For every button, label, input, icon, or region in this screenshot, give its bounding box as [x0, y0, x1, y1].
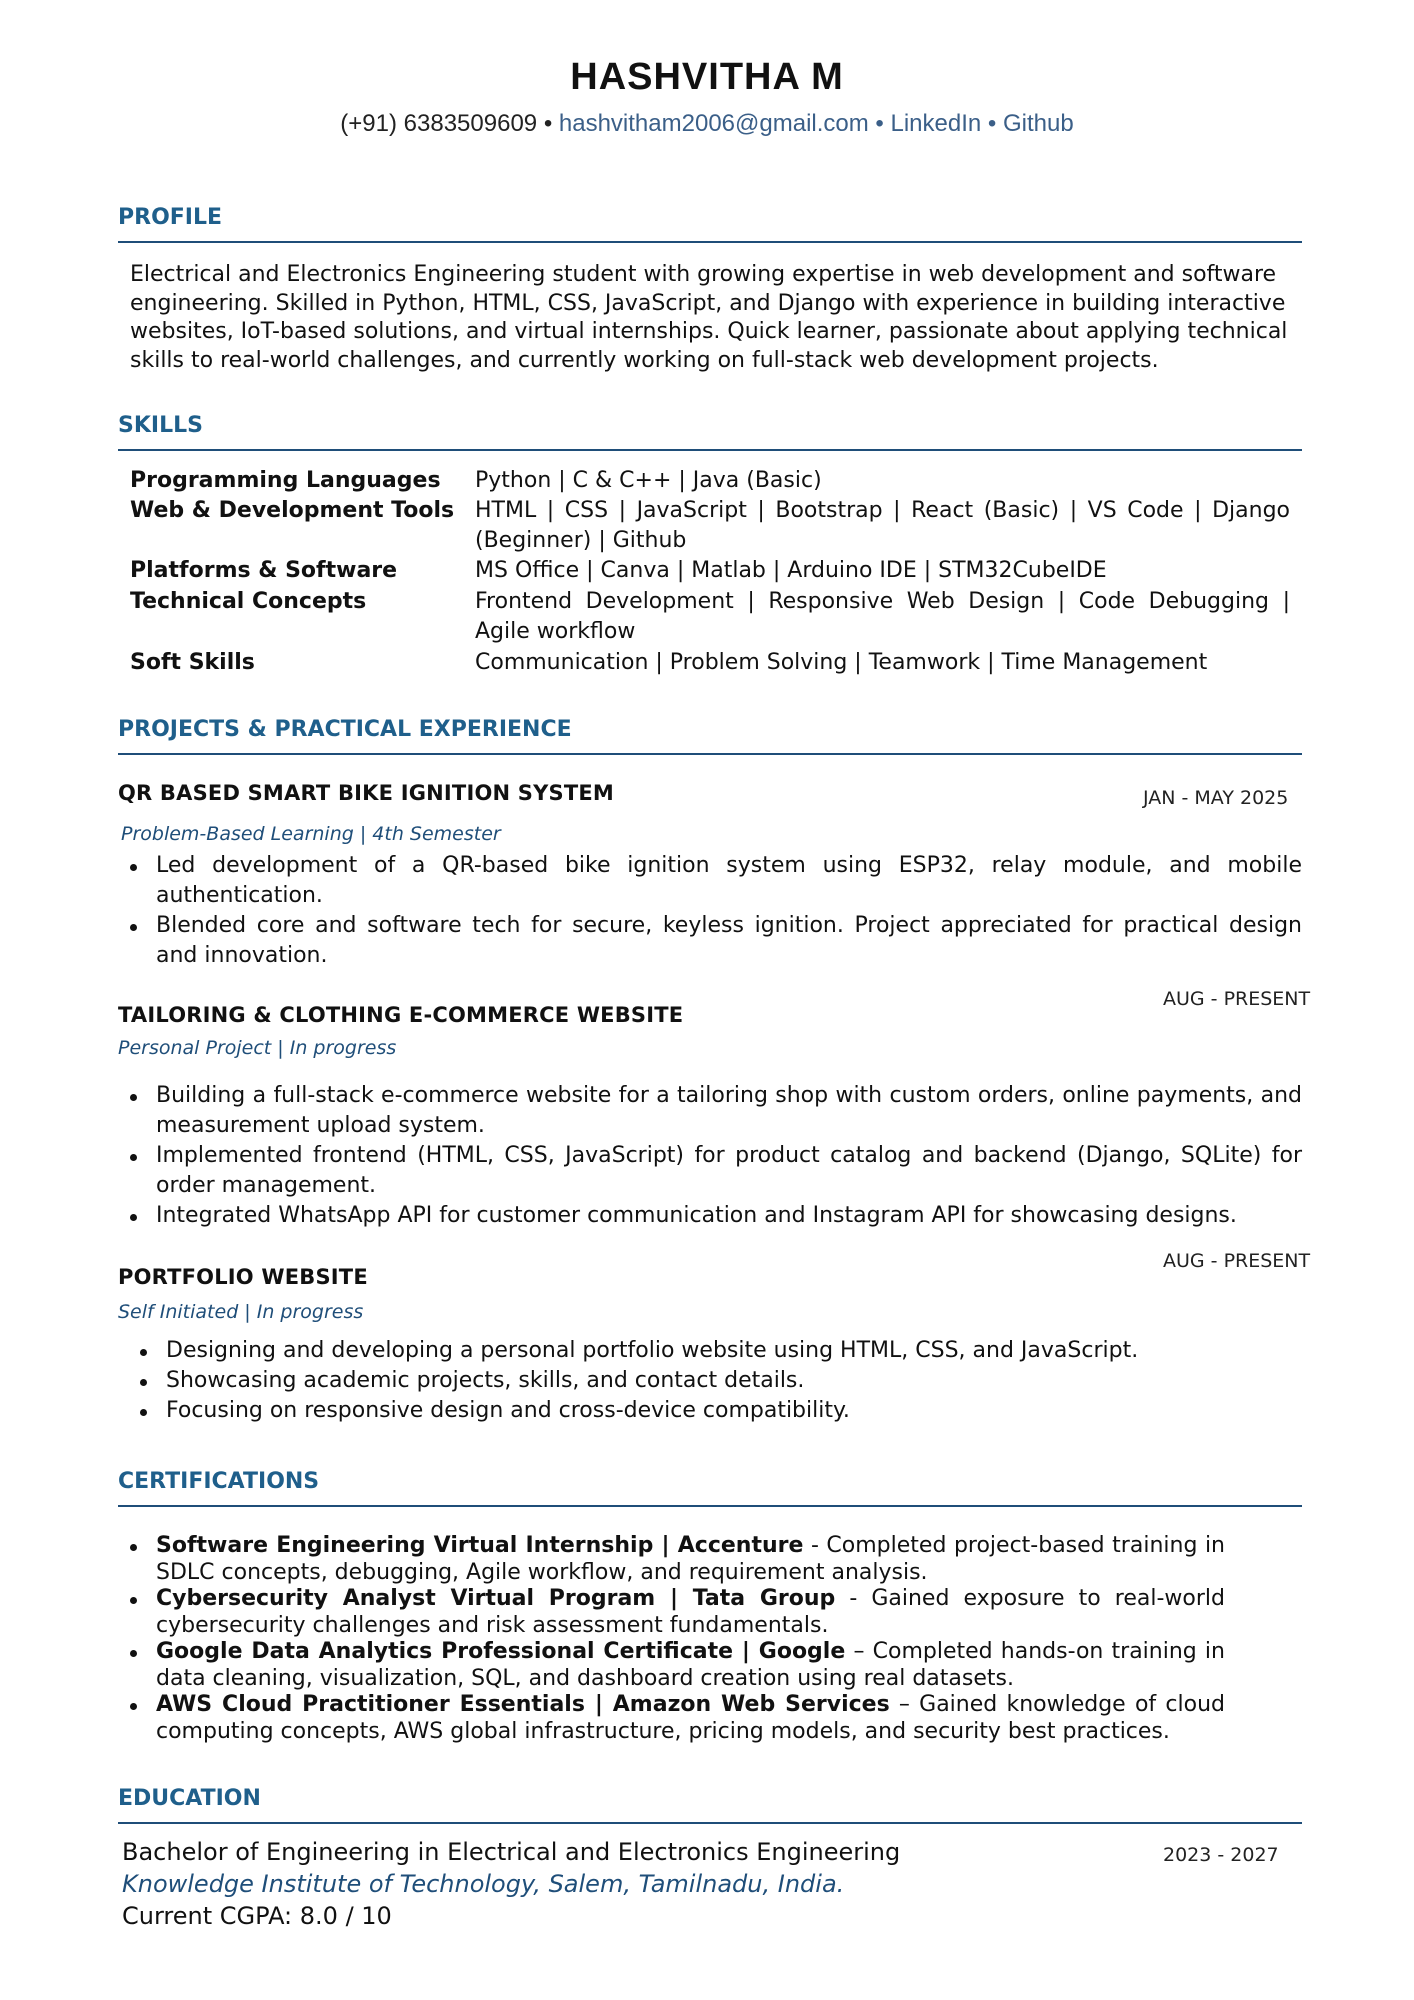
section-title: PROJECTS & PRACTICAL EXPERIENCE: [118, 717, 572, 742]
section-heading-skills: [118, 413, 1302, 451]
contact-line: [0, 110, 1414, 138]
profile-summary: [130, 261, 1290, 375]
profile-line: websites, IoT-based solutions, and virtual internships. Quick learner, passionate about applying technical: [130, 319, 1288, 344]
project-date: AUG - PRESENT: [1163, 1250, 1311, 1272]
section-title: CERTIFICATIONS: [118, 1469, 320, 1494]
list-item: [120, 1692, 1225, 1745]
education-date: 2023 - 2027: [1163, 1844, 1279, 1866]
list-item: Implemented frontend (HTML, CSS, JavaScript) for product catalog and backend (Django, SQLite) for order management.: [120, 1141, 1302, 1201]
linkedin-link[interactable]: LinkedIn: [890, 110, 982, 137]
profile-line: skills to real-world challenges, and currently working on full-stack web development projects.: [130, 347, 1159, 373]
institution: Knowledge Institute of Technology, Salem, Tamilnadu, India.: [122, 1870, 845, 1898]
project-bullets: [130, 1336, 1230, 1426]
degree: Bachelor of Engineering in Electrical and Electronics Engineering: [122, 1838, 901, 1866]
skill-value: HTML | CSS | JavaScript | Bootstrap | React (Basic) | VS Code | Django (Beginner) | Github: [475, 498, 1290, 553]
skill-value: MS Office | Canva | Matlab | Arduino IDE | STM32CubeIDE: [475, 558, 1107, 583]
project-title: QR BASED SMART BIKE IGNITION SYSTEM: [118, 781, 615, 805]
list-item: Designing and developing a personal portfolio website using HTML, CSS, and JavaScript.: [130, 1336, 1230, 1366]
email-link[interactable]: hashvitham2006@gmail.com: [558, 110, 869, 137]
list-item: Led development of a QR-based bike ignition system using ESP32, relay module, and mobile authentication.: [120, 851, 1302, 911]
project-date: AUG - PRESENT: [1163, 988, 1311, 1010]
project-subtitle: Self Initiated | In progress: [118, 1301, 364, 1323]
cert-description: – Completed hands-on training in data cleaning, visualization, SQL, and dashboard creation using real datasets.: [156, 1639, 1225, 1691]
section-title: SKILLS: [118, 413, 203, 438]
list-item: Integrated WhatsApp API for customer communication and Instagram API for showcasing designs.: [120, 1201, 1302, 1231]
skill-value: Communication | Problem Solving | Teamwork | Time Management: [475, 650, 1208, 675]
skill-label: Platforms & Software: [130, 558, 398, 583]
profile-line: engineering. Skilled in Python, HTML, CSS, JavaScript, and Django with experience in building interactive: [130, 290, 1286, 316]
cert-name: AWS Cloud Practitioner Essentials | Amazon Web Services: [156, 1692, 890, 1717]
list-item: [120, 1586, 1225, 1639]
separator: •: [543, 110, 553, 137]
section-title: EDUCATION: [118, 1786, 261, 1811]
list-item: Building a full-stack e-commerce website for a tailoring shop with custom orders, online payments, and measurement upload system.: [120, 1081, 1302, 1141]
separator: •: [987, 110, 997, 137]
list-item: Showcasing academic projects, skills, and contact details.: [130, 1366, 1230, 1396]
skill-label: Soft Skills: [130, 650, 255, 675]
phone-number: (+91) 6383509609: [340, 110, 538, 137]
project-bullets: [120, 851, 1302, 971]
cert-description: - Completed project-based training in SDLC concepts, debugging, Agile workflow, and requirement analysis.: [156, 1533, 1225, 1585]
skill-label: Web & Development Tools: [130, 498, 455, 523]
project-date: JAN - MAY 2025: [1143, 787, 1289, 809]
section-heading-education: [118, 1786, 1302, 1824]
profile-line: Electrical and Electronics Engineering student with growing expertise in web development and software: [130, 262, 1277, 287]
candidate-name: HASHVITHA M: [570, 56, 844, 98]
section-heading-projects: [118, 717, 1302, 755]
list-item: [120, 1533, 1225, 1586]
cert-name: Cybersecurity Analyst Virtual Program | Tata Group: [156, 1586, 836, 1611]
separator: •: [875, 110, 884, 137]
project-bullets: [120, 1081, 1302, 1231]
cert-description: - Gained exposure to real-world cybersecurity challenges and risk assessment fundamentals.: [156, 1586, 1226, 1638]
project-subtitle: Personal Project | In progress: [118, 1037, 397, 1059]
skill-value: Frontend Development | Responsive Web Design | Code Debugging | Agile workflow: [475, 589, 1290, 644]
section-title: PROFILE: [118, 205, 223, 230]
github-link[interactable]: Github: [1002, 110, 1074, 137]
cert-name: Software Engineering Virtual Internship | Accenture: [156, 1533, 804, 1558]
section-heading-profile: [118, 205, 1302, 243]
list-item: [120, 1639, 1225, 1692]
list-item: Blended core and software tech for secure, keyless ignition. Project appreciated for practical design and innovation.: [120, 911, 1302, 971]
project-title: TAILORING & CLOTHING E-COMMERCE WEBSITE: [118, 1003, 684, 1027]
skill-value: Python | C & C++ | Java (Basic): [475, 468, 822, 493]
project-subtitle: Problem-Based Learning | 4th Semester: [121, 823, 501, 845]
list-item: Focusing on responsive design and cross-device compatibility.: [130, 1396, 1230, 1426]
cert-description: – Gained knowledge of cloud computing concepts, AWS global infrastructure, pricing models, and security best practices.: [156, 1692, 1225, 1744]
cgpa: Current CGPA: 8.0 / 10: [122, 1902, 392, 1930]
certifications-list: [120, 1533, 1225, 1745]
skill-label: Programming Languages: [130, 468, 441, 493]
project-title: PORTFOLIO WEBSITE: [118, 1265, 368, 1289]
cert-name: Google Data Analytics Professional Certificate | Google: [156, 1639, 846, 1664]
section-heading-certifications: [118, 1469, 1302, 1507]
skill-label: Technical Concepts: [130, 589, 367, 614]
